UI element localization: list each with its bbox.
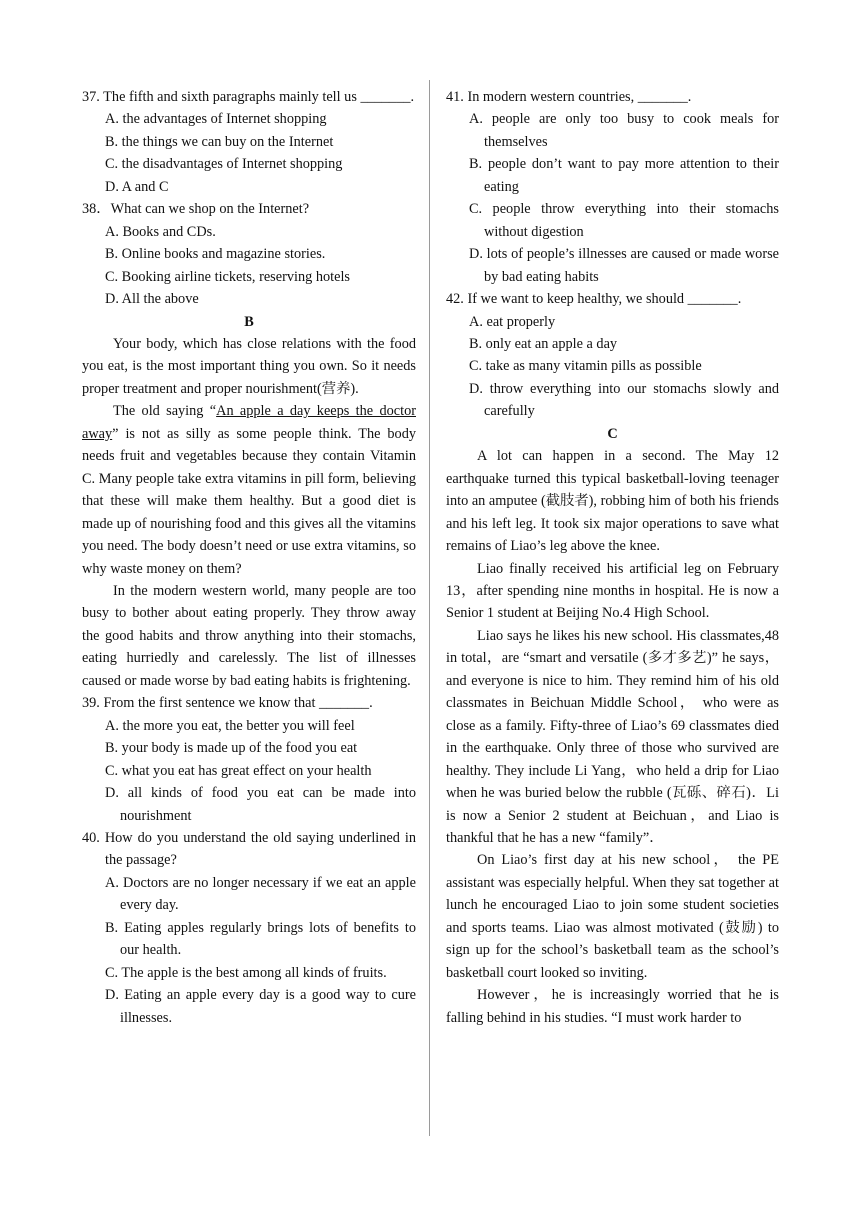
question-42-option-b: B. only eat an apple a day — [469, 335, 618, 352]
column-divider — [429, 80, 430, 1136]
passage-c-paragraph-3: Liao says he likes his new school. His classmates,48 in total，are “smart and versatile (多才多艺)” he says，and everyone is nice to him. They remind him of his old classmates in Beichuan Middle School， who were as close as a family. Fifty-three of Liao’s 69 classmates died in the earthquake. Only three of those who survived are healthy. They include Li Yang，who held a drip for Liao when he was buried below the rubble (瓦砾、碎石)．Li is now a Senior 2 student at Beichuan，and Liao is thankful that he has a new “family”． — [446, 627, 779, 846]
question-41-option-d: D. lots of people’s illnesses are caused or made worse by bad eating habits — [469, 246, 779, 285]
question-37-option-a: A. the advantages of Internet shopping — [105, 111, 327, 128]
passage-b-paragraph-2 — [82, 400, 416, 580]
question-40-stem: 40. How do you understand the old saying underlined in the passage? — [82, 829, 416, 869]
passage-c-paragraph-5: However，he is increasingly worried that he is falling behind in his studies. “I must work harder to — [446, 987, 779, 1026]
question-37-option-d: D. A and C — [105, 178, 169, 195]
question-37-option-c: C. the disadvantages of Internet shopping — [105, 156, 343, 173]
question-39-stem: 39. From the first sentence we know that _______. — [82, 695, 373, 712]
saying-open: The old saying “ — [113, 403, 217, 420]
passage-c-paragraph-4: On Liao’s first day at his new school， the PE assistant was especially helpful. When they sat together at lunch he encouraged Liao to join some student societies and sports teams. Liao was almost motivated (鼓励) to sign up for the school’s basketball team as the school’s basketball court looked so inviting. — [446, 852, 779, 981]
question-38-option-c: C. Booking airline tickets, reserving hotels — [105, 268, 350, 285]
passage-b-paragraph-3: In the modern western world, many people are too busy to bother about eating properly. They throw away the good habits and throw anything into their stomachs, eating hurriedly and carelessly. The list of illnesses caused or made worse by bad eating habits is frightening. — [82, 582, 416, 689]
section-c-heading: C — [607, 425, 618, 442]
question-40-option-c: C. The apple is the best among all kinds of fruits. — [105, 964, 387, 981]
question-42-option-d: D. throw everything into our stomachs slowly and carefully — [469, 380, 779, 420]
question-41-option-b: B. people don’t want to pay more attention to their eating — [469, 156, 779, 195]
question-39-option-d: D. all kinds of food you eat can be made into nourishment — [105, 785, 416, 824]
passage-b-paragraph-1: Your body, which has close relations with the food you eat, is the most important thing you own. So it needs proper treatment and proper nourishment(营养). — [82, 335, 416, 397]
saying-rest: ” is not as silly as some people think. The body needs fruit and vegetables because they contain Vitamin C. Many people take extra vitamins in pill form, believing that these will make them healthy. But a good diet is made up of nourishing food and this gives all the vitamins you need. The body doesn’t need or use extra vitamins, so why waste money on them? — [82, 425, 416, 577]
left-column — [82, 86, 416, 1029]
question-39-option-b: B. your body is made up of the food you eat — [105, 740, 358, 757]
question-42-stem: 42. If we want to keep healthy, we should _______. — [446, 291, 742, 308]
question-39-option-a: A. the more you eat, the better you will feel — [105, 717, 355, 734]
question-38-option-b: B. Online books and magazine stories. — [105, 246, 326, 263]
question-41-option-a: A. people are only too busy to cook meals for themselves — [469, 111, 779, 150]
question-39-option-c: C. what you eat has great effect on your health — [105, 762, 372, 779]
underlined-saying: An apple a day keeps the doctor away — [82, 403, 416, 442]
question-42-option-a: A. eat properly — [469, 313, 556, 330]
question-37-option-b: B. the things we can buy on the Internet — [105, 133, 334, 150]
question-40-option-b: B. Eating apples regularly brings lots of benefits to our health. — [105, 919, 416, 959]
right-column — [446, 86, 779, 1029]
question-41-option-c: C. people throw everything into their stomachs without digestion — [469, 201, 779, 240]
question-42-option-c: C. take as many vitamin pills as possible — [469, 358, 702, 375]
passage-c-paragraph-2: Liao finally received his artificial leg on February 13，after spending nine months in hospital. He is now a Senior 1 student at Beijing No.4 High School. — [446, 560, 779, 622]
question-38-option-a: A. Books and CDs. — [105, 223, 216, 240]
question-37-stem: 37. The fifth and sixth paragraphs mainly tell us _______. — [82, 89, 415, 105]
section-b-heading: B — [244, 313, 254, 330]
question-38-stem: 38．What can we shop on the Internet? — [82, 201, 310, 218]
question-41-stem: 41. In modern western countries, _______. — [446, 89, 692, 105]
question-40-option-a: A. Doctors are no longer necessary if we eat an apple every day. — [105, 874, 416, 914]
question-38-option-d: D. All the above — [105, 291, 199, 308]
passage-c-paragraph-1: A lot can happen in a second. The May 12 earthquake turned this typical basketball-loving teenager into an amputee (截肢者), robbing him of both his friends and his left leg. It took six major operations to save what remains of Liao’s leg above the knee. — [446, 448, 779, 555]
question-40-option-d: D. Eating an apple every day is a good way to cure illnesses. — [105, 987, 416, 1026]
